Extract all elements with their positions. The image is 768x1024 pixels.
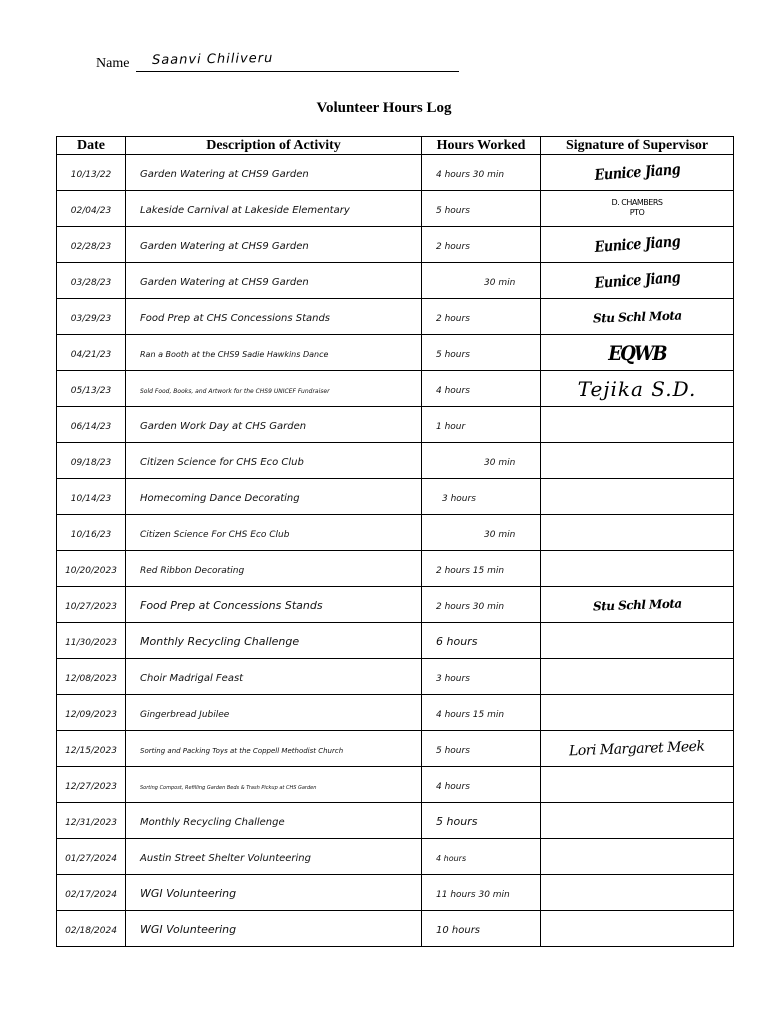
description-cell bbox=[126, 443, 422, 479]
date-cell bbox=[57, 803, 126, 839]
description-value: Garden Watering at CHS9 Garden bbox=[140, 276, 309, 288]
description-value: Lakeside Carnival at Lakeside Elementary bbox=[140, 204, 350, 216]
date-cell bbox=[57, 371, 126, 407]
description-value: Sold Food, Books, and Artwork for the CHS9 UNICEF Fundraiser bbox=[140, 387, 330, 395]
hours-value: 2 hours 15 min bbox=[436, 565, 505, 576]
date-value: 01/27/2024 bbox=[65, 853, 117, 864]
signature-cell bbox=[541, 803, 734, 839]
date-cell bbox=[57, 839, 126, 875]
signature-cell bbox=[541, 335, 734, 371]
table-row bbox=[57, 515, 734, 551]
date-cell bbox=[57, 299, 126, 335]
hours-cell bbox=[422, 227, 541, 263]
signature-cell bbox=[541, 695, 734, 731]
supervisor-signature: Eunice Jiang bbox=[593, 268, 681, 292]
hours-value: 4 hours 15 min bbox=[436, 709, 505, 720]
date-value: 03/29/23 bbox=[70, 313, 112, 324]
hours-value: 5 hours bbox=[436, 205, 470, 216]
column-header-hours: Hours Worked bbox=[422, 137, 541, 155]
date-cell bbox=[57, 875, 126, 911]
description-cell bbox=[126, 911, 422, 947]
description-cell bbox=[126, 767, 422, 803]
description-cell bbox=[126, 875, 422, 911]
table-row bbox=[57, 155, 734, 191]
description-cell bbox=[126, 371, 422, 407]
volunteer-hours-table bbox=[56, 136, 734, 947]
date-value: 11/30/2023 bbox=[65, 637, 117, 648]
date-cell bbox=[57, 191, 126, 227]
signature-cell bbox=[541, 515, 734, 551]
hours-cell bbox=[422, 371, 541, 407]
hours-cell bbox=[422, 875, 541, 911]
table-row bbox=[57, 551, 734, 587]
hours-cell bbox=[422, 731, 541, 767]
hours-cell bbox=[422, 911, 541, 947]
date-value: 10/20/2023 bbox=[65, 565, 117, 576]
date-value: 12/08/2023 bbox=[65, 673, 117, 684]
hours-value: 4 hours bbox=[436, 853, 467, 863]
hours-value: 3 hours bbox=[442, 493, 476, 504]
table-row bbox=[57, 875, 734, 911]
hours-cell bbox=[422, 515, 541, 551]
table-row bbox=[57, 227, 734, 263]
signature-cell bbox=[541, 479, 734, 515]
description-cell bbox=[126, 839, 422, 875]
description-value: Garden Watering at CHS9 Garden bbox=[140, 240, 309, 252]
signature-cell bbox=[541, 263, 734, 299]
table-row bbox=[57, 371, 734, 407]
date-cell bbox=[57, 659, 126, 695]
description-value: WGI Volunteering bbox=[140, 922, 237, 936]
page-title: Volunteer Hours Log bbox=[316, 100, 452, 116]
signature-cell bbox=[541, 731, 734, 767]
hours-value: 2 hours bbox=[436, 313, 470, 324]
hours-value: 6 hours bbox=[436, 634, 478, 648]
date-value: 04/21/23 bbox=[70, 349, 112, 360]
hours-value: 5 hours bbox=[436, 349, 470, 360]
date-cell bbox=[57, 479, 126, 515]
date-cell bbox=[57, 551, 126, 587]
supervisor-signature: EQWB bbox=[608, 340, 666, 365]
date-value: 12/31/2023 bbox=[65, 817, 117, 828]
table-row bbox=[57, 443, 734, 479]
hours-value: 5 hours bbox=[436, 745, 470, 756]
date-cell bbox=[57, 731, 126, 767]
hours-cell bbox=[422, 659, 541, 695]
description-value: Red Ribbon Decorating bbox=[140, 565, 245, 576]
date-value: 10/14/23 bbox=[70, 493, 112, 504]
table-row bbox=[57, 803, 734, 839]
description-cell bbox=[126, 335, 422, 371]
date-value: 12/09/2023 bbox=[65, 709, 117, 720]
description-value: Homecoming Dance Decorating bbox=[140, 492, 300, 504]
description-cell bbox=[126, 227, 422, 263]
date-value: 09/18/23 bbox=[70, 457, 112, 468]
description-cell bbox=[126, 587, 422, 623]
description-cell bbox=[126, 299, 422, 335]
date-cell bbox=[57, 623, 126, 659]
signature-cell bbox=[541, 299, 734, 335]
date-cell bbox=[57, 767, 126, 803]
description-value: Choir Madrigal Feast bbox=[140, 672, 244, 684]
table-row bbox=[57, 335, 734, 371]
signature-cell bbox=[541, 227, 734, 263]
supervisor-signature: Lori Margaret Meek bbox=[569, 738, 705, 759]
description-cell bbox=[126, 659, 422, 695]
date-value: 02/04/23 bbox=[70, 205, 112, 216]
date-value: 02/28/23 bbox=[70, 241, 112, 252]
signature-cell bbox=[541, 875, 734, 911]
name-underline bbox=[136, 71, 459, 72]
table-row bbox=[57, 839, 734, 875]
hours-value: 11 hours 30 min bbox=[436, 889, 510, 900]
table-row bbox=[57, 623, 734, 659]
date-cell bbox=[57, 695, 126, 731]
description-cell bbox=[126, 551, 422, 587]
signature-cell bbox=[541, 443, 734, 479]
date-value: 10/27/2023 bbox=[65, 601, 117, 612]
description-value: Monthly Recycling Challenge bbox=[140, 634, 300, 648]
description-cell bbox=[126, 515, 422, 551]
table-row bbox=[57, 731, 734, 767]
description-cell bbox=[126, 407, 422, 443]
description-value: Food Prep at Concessions Stands bbox=[140, 598, 323, 612]
hours-value: 2 hours 30 min bbox=[436, 601, 505, 612]
hours-value: 5 hours bbox=[436, 814, 478, 828]
supervisor-signature: Tejika S.D. bbox=[577, 376, 697, 401]
supervisor-signature: D. CHAMBERS PTO bbox=[611, 197, 663, 217]
date-value: 12/15/2023 bbox=[65, 745, 117, 756]
table-row bbox=[57, 263, 734, 299]
hours-value: 30 min bbox=[484, 529, 516, 540]
description-cell bbox=[126, 731, 422, 767]
description-value: Gingerbread Jubilee bbox=[140, 709, 230, 720]
table-row bbox=[57, 659, 734, 695]
date-cell bbox=[57, 407, 126, 443]
hours-cell bbox=[422, 587, 541, 623]
hours-cell bbox=[422, 155, 541, 191]
hours-value: 4 hours bbox=[436, 385, 470, 396]
date-value: 10/16/23 bbox=[70, 529, 112, 540]
name-value: Saanvi Chiliveru bbox=[151, 50, 274, 69]
date-cell bbox=[57, 443, 126, 479]
signature-cell bbox=[541, 659, 734, 695]
date-value: 05/13/23 bbox=[70, 385, 112, 396]
name-row bbox=[96, 52, 466, 76]
date-cell bbox=[57, 911, 126, 947]
description-value: Citizen Science for CHS Eco Club bbox=[140, 456, 304, 468]
signature-cell bbox=[541, 911, 734, 947]
hours-value: 10 hours bbox=[436, 924, 481, 936]
description-cell bbox=[126, 155, 422, 191]
description-cell bbox=[126, 803, 422, 839]
signature-cell bbox=[541, 407, 734, 443]
hours-cell bbox=[422, 479, 541, 515]
hours-value: 4 hours 30 min bbox=[436, 169, 505, 180]
table-row bbox=[57, 407, 734, 443]
supervisor-signature: Eunice Jiang bbox=[593, 160, 681, 184]
table-row bbox=[57, 695, 734, 731]
hours-cell bbox=[422, 803, 541, 839]
signature-cell bbox=[541, 191, 734, 227]
description-value: Sorting Compost, Refilling Garden Beds & Trash Pickup at CHS Garden bbox=[140, 784, 317, 791]
description-cell bbox=[126, 191, 422, 227]
table-row bbox=[57, 767, 734, 803]
table-row bbox=[57, 479, 734, 515]
signature-cell bbox=[541, 371, 734, 407]
column-header-description: Description of Activity bbox=[126, 137, 422, 155]
supervisor-signature: Stu Schl Mota bbox=[592, 307, 682, 326]
description-value: Ran a Booth at the CHS9 Sadie Hawkins Dance bbox=[140, 349, 329, 359]
description-value: WGI Volunteering bbox=[140, 886, 237, 900]
date-value: 02/17/2024 bbox=[65, 889, 117, 900]
hours-value: 30 min bbox=[484, 457, 516, 468]
hours-cell bbox=[422, 767, 541, 803]
date-cell bbox=[57, 335, 126, 371]
date-value: 12/27/2023 bbox=[65, 781, 117, 792]
hours-value: 30 min bbox=[484, 277, 516, 288]
description-cell bbox=[126, 263, 422, 299]
date-cell bbox=[57, 515, 126, 551]
hours-cell bbox=[422, 443, 541, 479]
description-cell bbox=[126, 479, 422, 515]
hours-cell bbox=[422, 335, 541, 371]
hours-value: 2 hours bbox=[436, 241, 470, 252]
date-value: 10/13/22 bbox=[70, 169, 112, 180]
description-value: Garden Watering at CHS9 Garden bbox=[140, 168, 309, 180]
column-header-date: Date bbox=[57, 137, 126, 155]
description-value: Citizen Science For CHS Eco Club bbox=[140, 529, 290, 540]
column-header-signature: Signature of Supervisor bbox=[541, 137, 734, 155]
hours-cell bbox=[422, 263, 541, 299]
table-row bbox=[57, 299, 734, 335]
signature-cell bbox=[541, 623, 734, 659]
table-row bbox=[57, 191, 734, 227]
hours-cell bbox=[422, 695, 541, 731]
date-cell bbox=[57, 263, 126, 299]
name-label: Name bbox=[96, 56, 130, 71]
signature-cell bbox=[541, 551, 734, 587]
hours-cell bbox=[422, 407, 541, 443]
date-cell bbox=[57, 227, 126, 263]
hours-cell bbox=[422, 191, 541, 227]
description-value: Sorting and Packing Toys at the Coppell Methodist Church bbox=[140, 746, 344, 755]
signature-cell bbox=[541, 767, 734, 803]
description-value: Austin Street Shelter Volunteering bbox=[140, 852, 311, 864]
description-cell bbox=[126, 623, 422, 659]
date-value: 03/28/23 bbox=[70, 277, 112, 288]
description-value: Monthly Recycling Challenge bbox=[140, 816, 285, 828]
hours-cell bbox=[422, 623, 541, 659]
description-cell bbox=[126, 695, 422, 731]
table-header-row bbox=[57, 137, 734, 155]
hours-value: 4 hours bbox=[436, 781, 470, 792]
signature-cell bbox=[541, 587, 734, 623]
table-row bbox=[57, 911, 734, 947]
supervisor-signature: Stu Schl Mota bbox=[592, 595, 682, 614]
date-cell bbox=[57, 587, 126, 623]
table-row bbox=[57, 587, 734, 623]
hours-value: 3 hours bbox=[436, 673, 470, 684]
date-value: 06/14/23 bbox=[70, 421, 112, 432]
description-value: Garden Work Day at CHS Garden bbox=[140, 420, 307, 432]
hours-cell bbox=[422, 299, 541, 335]
signature-cell bbox=[541, 839, 734, 875]
signature-cell bbox=[541, 155, 734, 191]
hours-cell bbox=[422, 551, 541, 587]
date-cell bbox=[57, 155, 126, 191]
supervisor-signature: Eunice Jiang bbox=[593, 232, 681, 256]
hours-value: 1 hour bbox=[436, 421, 466, 432]
date-value: 02/18/2024 bbox=[65, 925, 117, 936]
description-value: Food Prep at CHS Concessions Stands bbox=[140, 312, 331, 324]
hours-cell bbox=[422, 839, 541, 875]
